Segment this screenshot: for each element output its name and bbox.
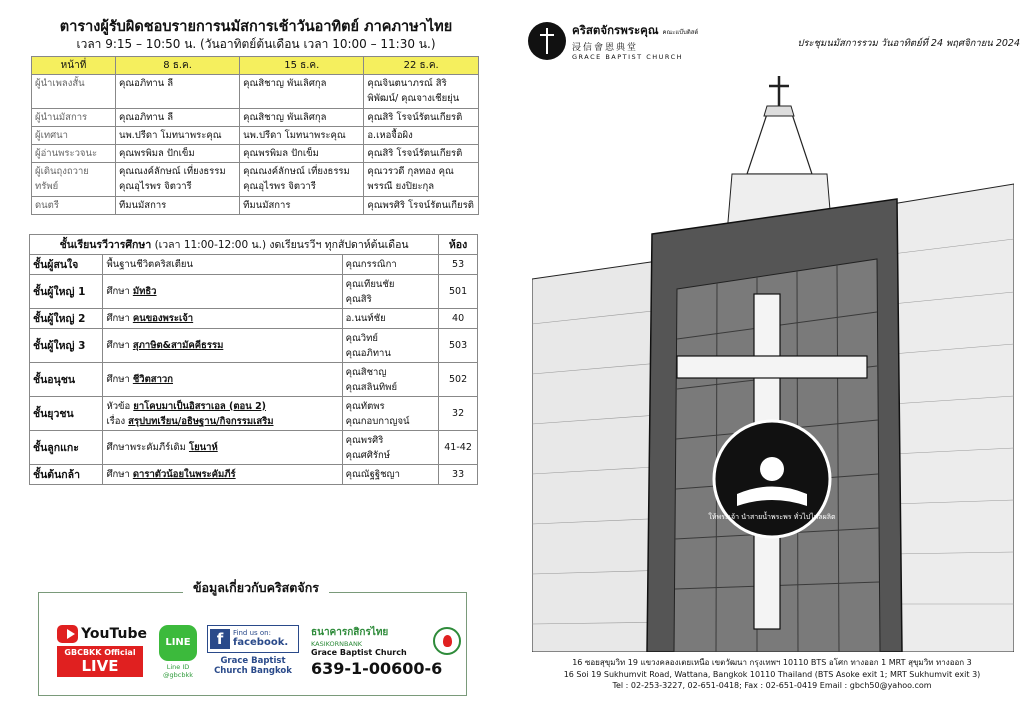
class-topic xyxy=(103,363,342,397)
class-topic-title: ดาราตัวน้อยในพระคัมภีร์ xyxy=(132,469,236,480)
line-id-label: Line ID xyxy=(166,663,190,671)
table-row xyxy=(30,397,478,431)
contact-line: Tel : 02-253-3227, 02-651-0418; Fax : 02-651-0419 Email : gbch50@yahoo.com xyxy=(612,681,932,691)
table-row xyxy=(30,309,478,329)
class-name: ชั้นลูกแกะ xyxy=(30,431,103,465)
duty-cell: คุณอภิทาน ลี xyxy=(116,109,240,127)
facebook-label: facebook. xyxy=(233,637,289,649)
class-name: ชั้นต้นกล้า xyxy=(30,465,103,485)
class-teacher: คุณพรศิริ xyxy=(345,434,384,446)
class-topic-title: ยาโคบมาเป็นอิสราเอล (ตอน 2) xyxy=(133,400,267,412)
table-row xyxy=(32,109,479,127)
class-room: 501 xyxy=(439,275,478,309)
bank-name-th: ธนาคารกสิกรไทย xyxy=(311,627,389,638)
duty-cell: คุณณงค์ลักษณ์ เที่ยงธรรม คุณอุไรพร จิตวารี xyxy=(116,163,240,197)
class-teacher: อ.นนท์ชัย xyxy=(345,313,386,324)
class-header xyxy=(30,235,439,255)
class-topic xyxy=(103,309,342,329)
church-building-illustration xyxy=(532,74,1014,652)
class-teacher: คุณณัฐฐิชญา xyxy=(345,469,400,480)
table-row xyxy=(30,465,478,485)
class-topic xyxy=(103,397,342,431)
class-header-main: ชั้นเรียนรวีวารศึกษา xyxy=(59,239,152,251)
line-icon: LINE xyxy=(159,625,197,661)
right-page xyxy=(512,0,1024,725)
duty-cell: คุณสิริ โรจน์รัตนเกียรติ xyxy=(364,109,479,127)
address-th: 16 ซอยสุขุมวิท 19 แขวงคลองเตยเหนือ เขตวัฒนา กรุงเทพฯ 10110 BTS อโศก ทางออก 1 MRT สุขุมวิท ทางออก 3 xyxy=(572,658,972,667)
duty-role: ผู้นำนมัสการ xyxy=(32,109,116,127)
church-cross-logo-icon xyxy=(528,22,566,60)
class-header-room: ห้อง xyxy=(439,235,478,255)
duty-cell: คุณพรศิริ โรจน์รัตนเกียรติ xyxy=(364,197,479,215)
class-table xyxy=(29,234,478,485)
class-topic xyxy=(103,275,342,309)
class-teachers xyxy=(342,255,439,275)
duty-cell: อ.เหอจื้อผิง xyxy=(364,127,479,145)
table-row xyxy=(30,431,478,465)
emblem-text: ให้พระเจ้า นำสายน้ำพระพร ทั่วไปไหลผลิต xyxy=(708,513,836,521)
church-name xyxy=(572,22,722,61)
table-row xyxy=(32,163,479,197)
class-teachers xyxy=(342,329,439,363)
duty-cell: ทีมนมัสการ xyxy=(240,197,364,215)
class-topic-prefix: ศึกษา xyxy=(106,313,133,324)
duty-cell: คุณวรวดี กุลทอง คุณพรรณี ยงปิยะกุล xyxy=(364,163,479,197)
church-name-th-small: คณะแบ๊บติสต์ xyxy=(662,29,699,36)
class-teacher: คุณสิริ xyxy=(345,293,372,305)
duty-table xyxy=(31,56,479,215)
duty-role: ผู้นำเพลงสั้น xyxy=(32,75,116,109)
duty-role: ดนตรี xyxy=(32,197,116,215)
class-room: 53 xyxy=(439,255,478,275)
class-topic-prefix: ศึกษา xyxy=(106,374,133,385)
class-name: ชั้นผู้ใหญ่ 1 xyxy=(30,275,103,309)
service-title: ประชุมนมัสการรวม วันอาทิตย์ที่ 24 พฤศจิกายน 2024 xyxy=(797,38,1020,49)
class-room: 33 xyxy=(439,465,478,485)
facebook-icon: f xyxy=(210,629,230,649)
class-teachers xyxy=(342,309,439,329)
class-topic-title: โยนาห์ xyxy=(188,442,218,453)
class-topic-prefix: ศึกษาพระคัมภีร์เดิม xyxy=(106,442,189,453)
class-teacher: คุณทัตพร xyxy=(345,400,385,412)
duty-header-date: 15 ธ.ค. xyxy=(240,57,364,75)
youtube-live: LIVE xyxy=(81,657,119,675)
youtube-channel: GBCBKK Official xyxy=(64,648,136,657)
bank-name-en: KASIKORNBANK xyxy=(311,640,363,648)
duty-role: ผู้อ่านพระวจนะ xyxy=(32,145,116,163)
duty-cell: คุณอภิทาน ลี xyxy=(116,75,240,109)
church-name-en: GRACE BAPTIST CHURCH xyxy=(572,53,684,61)
church-name-zh: 浸信會恩典堂 xyxy=(572,43,639,53)
duty-cell: คุณณงค์ลักษณ์ เที่ยงธรรม คุณอุไรพร จิตวารี xyxy=(240,163,364,197)
duty-header-date: 8 ธ.ค. xyxy=(116,57,240,75)
church-info-box xyxy=(38,592,467,696)
class-header-detail: (เวลา 11:00-12:00 น.) งดเรียนรวีฯ ทุกสัปดาห์ต้นเดือน xyxy=(151,239,409,251)
address-block xyxy=(542,657,1002,692)
class-topic-prefix: เรื่อง xyxy=(106,415,129,427)
class-teachers xyxy=(342,397,439,431)
bank-account-name: Grace Baptist Church xyxy=(311,648,407,657)
church-name-th: คริสตจักรพระคุณ xyxy=(572,23,659,37)
youtube-label: YouTube xyxy=(81,626,147,642)
duty-header-date: 22 ธ.ค. xyxy=(364,57,479,75)
class-topic-title: สุภาษิต&สามัคคีธรรม xyxy=(132,340,224,351)
class-topic xyxy=(103,465,342,485)
duty-table-header xyxy=(32,57,479,75)
table-row xyxy=(32,197,479,215)
class-teacher: คุณกรรณิกา xyxy=(345,259,397,270)
class-topic xyxy=(103,329,342,363)
class-topic-title: ชีวิตสาวก xyxy=(132,374,174,385)
table-row xyxy=(30,329,478,363)
class-name: ชั้นผู้สนใจ xyxy=(30,255,103,275)
duty-header-role: หน้าที่ xyxy=(32,57,116,75)
duty-cell: นพ.ปรีดา โมทนาพระคุณ xyxy=(116,127,240,145)
class-room: 503 xyxy=(439,329,478,363)
class-teachers xyxy=(342,431,439,465)
class-teachers xyxy=(342,275,439,309)
duty-cell: คุณสิชาญ พันเลิศกุล xyxy=(240,75,364,109)
class-room: 32 xyxy=(439,397,478,431)
table-row xyxy=(32,145,479,163)
facebook-page-name: Grace Baptist Church Bangkok xyxy=(214,656,292,677)
class-topic xyxy=(103,431,342,465)
class-name: ชั้นผู้ใหญ่ 3 xyxy=(30,329,103,363)
youtube-block[interactable] xyxy=(57,625,147,677)
duty-cell: คุณสิชาญ พันเลิศกุล xyxy=(240,109,364,127)
class-teacher: คุณอภิทาน xyxy=(345,347,391,359)
class-teachers xyxy=(342,363,439,397)
duty-cell: คุณสิริ โรจน์รัตนเกียรติ xyxy=(364,145,479,163)
class-room: 41-42 xyxy=(439,431,478,465)
duty-role: ผู้เทศนา xyxy=(32,127,116,145)
youtube-icon xyxy=(57,625,78,643)
class-teacher: คุณวิทย์ xyxy=(345,332,378,344)
facebook-block[interactable] xyxy=(207,625,299,676)
facebook-findus: Find us on: xyxy=(233,628,271,637)
class-topic-prefix: ศึกษา xyxy=(106,340,133,351)
duty-cell: นพ.ปรีดา โมทนาพระคุณ xyxy=(240,127,364,145)
class-teacher: คุณเทียนชัย xyxy=(345,278,395,290)
class-name: ชั้นอนุชน xyxy=(30,363,103,397)
line-block[interactable] xyxy=(157,625,199,679)
table-row xyxy=(30,275,478,309)
class-topic-prefix: หัวข้อ xyxy=(106,400,134,412)
class-topic-prefix: ศึกษา xyxy=(106,469,133,480)
table-row xyxy=(32,127,479,145)
bank-account-number: 639-1-00600-6 xyxy=(311,659,443,678)
class-teacher: คุณสลินทิพย์ xyxy=(345,381,398,393)
class-room: 502 xyxy=(439,363,478,397)
duty-cell: คุณพรพิมล ปักเข็ม xyxy=(240,145,364,163)
duty-role: ผู้เดินถุงถวายทรัพย์ xyxy=(32,163,116,197)
class-topic-title: สรุปบทเรียน/อธิษฐาน/กิจกรรมเสริม xyxy=(128,415,274,427)
youtube-live-badge xyxy=(57,646,143,677)
duty-cell: ทีมนมัสการ xyxy=(116,197,240,215)
class-topic-title: มัทธิว xyxy=(132,286,157,297)
table-row xyxy=(32,75,479,109)
class-name: ชั้นยุวชน xyxy=(30,397,103,431)
table-row xyxy=(30,255,478,275)
class-teachers xyxy=(342,465,439,485)
class-room: 40 xyxy=(439,309,478,329)
class-topic-title: คนของพระเจ้า xyxy=(132,313,194,324)
class-topic xyxy=(103,255,342,275)
class-table-header xyxy=(30,235,478,255)
class-name: ชั้นผู้ใหญ่ 2 xyxy=(30,309,103,329)
line-id: @gbcbkk xyxy=(163,671,193,679)
address-en: 16 Soi 19 Sukhumvit Road, Wattana, Bangkok 10110 Thailand (BTS Asoke exit 1; MRT Sukhumvit exit 3) xyxy=(563,669,981,679)
class-teacher: คุณสิชาญ xyxy=(345,366,387,378)
kasikorn-logo-icon xyxy=(433,627,461,655)
bank-block xyxy=(311,625,461,678)
schedule-subtitle: เวลา 9:15 – 10:50 น. (วันอาทิตย์ต้นเดือน เวลา 10:00 – 11:30 น.) xyxy=(76,37,436,51)
class-topic-prefix: พื้นฐานชีวิตคริสเตียน xyxy=(106,259,193,270)
info-title: ข้อมูลเกี่ยวกับคริสตจักร xyxy=(0,578,512,598)
class-teacher: คุณศศิรักษ์ xyxy=(345,449,390,461)
table-row xyxy=(30,363,478,397)
class-teacher: คุณกอบกาญจน์ xyxy=(345,415,410,427)
schedule-title: ตารางผู้รับผิดชอบรายการนมัสการเช้าวันอาทิตย์ ภาคภาษาไทย xyxy=(59,19,453,35)
class-topic-prefix: ศึกษา xyxy=(106,286,133,297)
duty-cell: คุณพรพิมล ปักเข็ม xyxy=(116,145,240,163)
duty-cell: คุณจินตนาภรณ์ สิริพิพัฒน์/ คุณจางเชียยุ่น xyxy=(364,75,479,109)
